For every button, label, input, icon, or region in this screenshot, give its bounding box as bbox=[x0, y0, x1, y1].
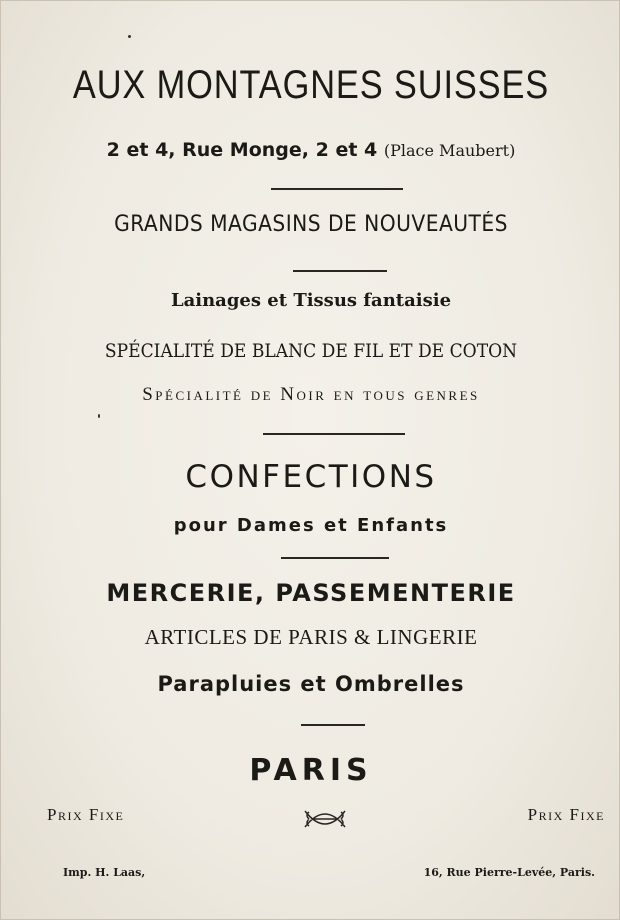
prix-fixe-left: Prix Fixe bbox=[47, 805, 125, 824]
address-main: 2 et 4, Rue Monge, 2 et 4 bbox=[106, 139, 378, 161]
lainages-line: Lainages et Tissus fantaisie bbox=[170, 290, 452, 311]
blanc-specialty-line: SPÉCIALITÉ DE BLANC DE FIL ET DE COTON bbox=[104, 340, 518, 362]
divider-rule bbox=[263, 433, 405, 435]
printer-credit: Imp. H. Laas, bbox=[63, 866, 146, 879]
store-heading: GRANDS MAGASINS DE NOUVEAUTÉS bbox=[114, 212, 508, 237]
divider-rule bbox=[281, 557, 389, 559]
divider-rule bbox=[271, 188, 403, 190]
store-name: AUX MONTAGNES SUISSES bbox=[72, 63, 550, 107]
confections-subtitle: pour Dames et Enfants bbox=[173, 515, 449, 536]
confections-title: CONFECTIONS bbox=[185, 459, 437, 495]
printer-address: 16, Rue Pierre-Levée, Paris. bbox=[423, 866, 595, 879]
divider-rule bbox=[293, 270, 387, 272]
ornament-icon bbox=[301, 807, 349, 831]
address-note: (Place Maubert) bbox=[383, 141, 516, 160]
articles-line: ARTICLES DE PARIS & LINGERIE bbox=[144, 625, 478, 649]
parapluies-line: Parapluies et Ombrelles bbox=[157, 672, 465, 696]
mercerie-line: MERCERIE, PASSEMENTERIE bbox=[106, 579, 516, 607]
paper-speck bbox=[128, 35, 131, 38]
paper-speck bbox=[98, 414, 100, 418]
prix-fixe-right: Prix Fixe bbox=[527, 805, 605, 824]
address-line bbox=[1, 139, 620, 161]
divider-rule bbox=[301, 724, 365, 726]
noir-specialty-line: Spécialité de Noir en tous genres bbox=[142, 384, 480, 405]
city-title: PARIS bbox=[249, 753, 373, 788]
